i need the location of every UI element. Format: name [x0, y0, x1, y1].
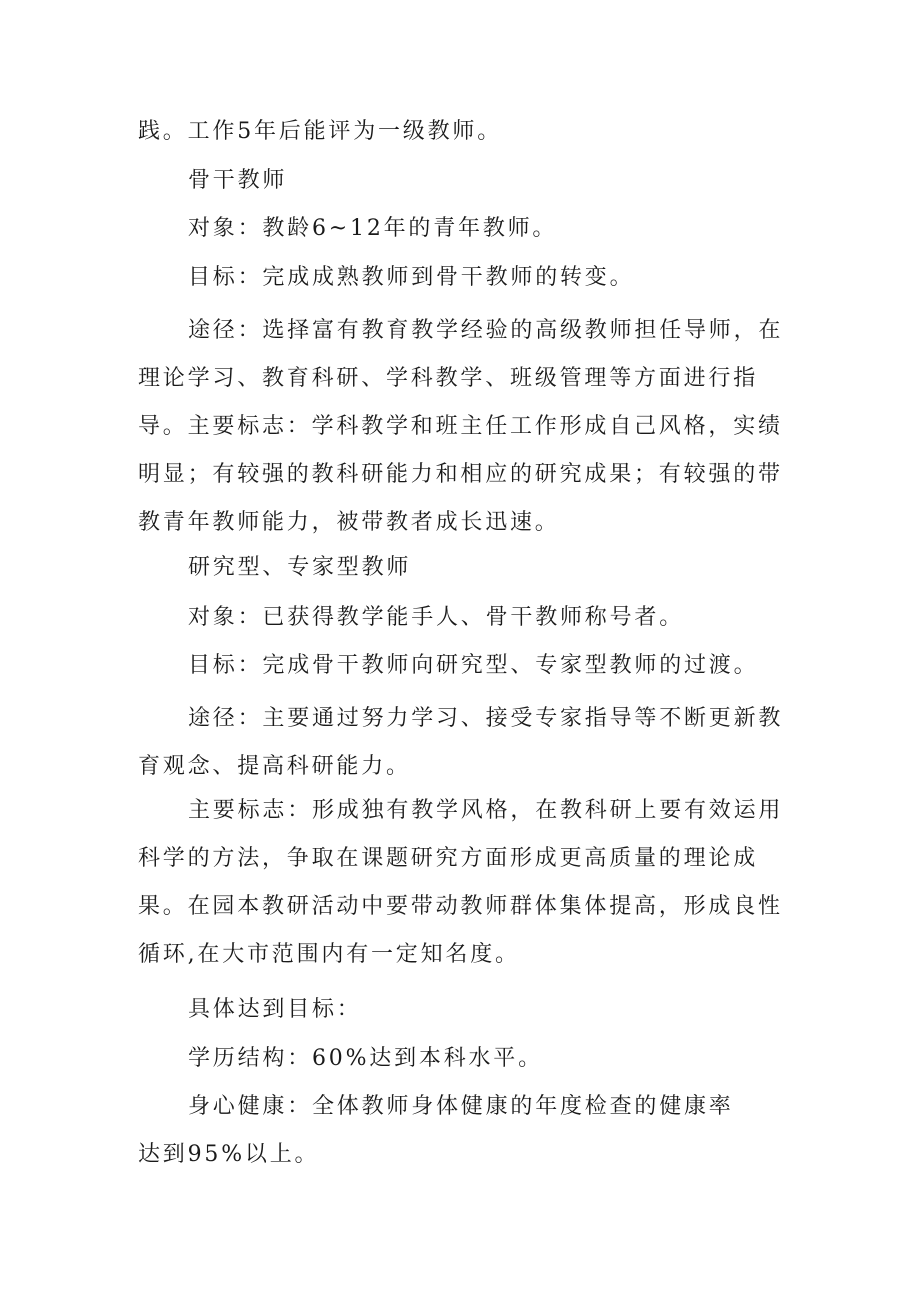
paragraph-continuation: 践。工作5年后能评为一级教师。 — [138, 119, 502, 144]
paragraph-education-structure: 学历结构：60%达到本科水平。 — [188, 1046, 543, 1071]
section-heading-research-expert-teacher: 研究型、专家型教师 — [188, 555, 412, 580]
paragraph-approach: 途径：选择富有教育教学经验的高级教师担任导师，在理论学习、教育科研、学科教学、班级管理等方面进行指导。主要标志：学科教学和班主任工作形成自己风格，实绩明显；有较强的教科研能力和相应的研究成果；有较强的带教青年教师能力，被带教者成长迅速。 — [138, 318, 784, 535]
paragraph-health: 身心健康：全体教师身体健康的年度检查的健康率达到95%以上。 — [138, 1094, 734, 1167]
paragraph-goal: 目标：完成成熟教师到骨干教师的转变。 — [188, 265, 635, 290]
paragraph-approach-expert: 途径：主要通过努力学习、接受专家指导等不断更新教育观念、提高科研能力。 — [138, 706, 784, 779]
paragraph-main-indicators: 主要标志：形成独有教学风格，在教科研上要有效运用科学的方法，争取在课题研究方面形成更高质量的理论成果。在园本教研活动中要带动教师群体集体提高，形成良性循环,在大市范围内有一定知名度。 — [138, 798, 784, 967]
paragraph-target-group: 对象：教龄6~12年的青年教师。 — [188, 216, 558, 241]
paragraph-specific-targets: 具体达到目标： — [188, 997, 362, 1022]
paragraph-target-group-expert: 对象：已获得教学能手人、骨干教师称号者。 — [188, 605, 685, 630]
section-heading-backbone-teacher: 骨干教师 — [188, 168, 288, 193]
paragraph-goal-expert: 目标：完成骨干教师向研究型、专家型教师的过渡。 — [188, 653, 759, 678]
